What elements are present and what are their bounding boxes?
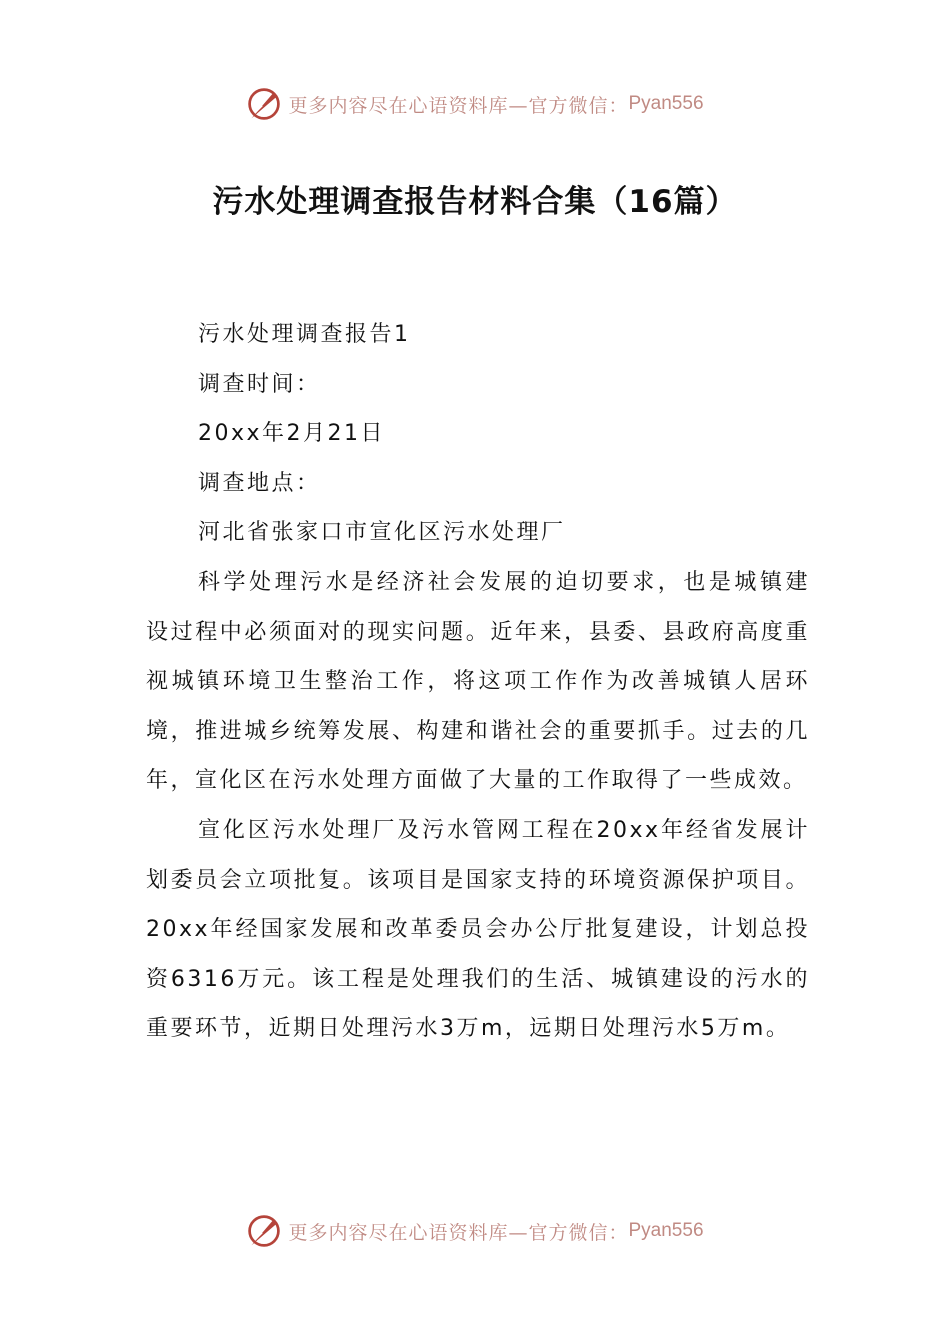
header-watermark [0, 86, 950, 122]
paragraph: 调查时间： [198, 371, 321, 397]
watermark-text: 更多内容尽在心语资料库—官方微信： [288, 94, 629, 117]
paragraph: 调查地点： [198, 470, 321, 496]
paragraph: 科学处理污水是经济社会发展的迫切要求，也是城镇建设过程中必须面对的现实问题。近年来，县委、县政府高度重视城镇环境卫生整治工作，将这项工作作为改善城镇人居环境，推进城乡统筹发展、构建和谐社会的重要抓手。过去的几年，宣化区在污水处理方面做了大量的工作取得了一些成效。 [146, 569, 810, 794]
document-title: 污水处理调查报告材料合集（16篇） [212, 184, 738, 220]
watermark-text: 更多内容尽在心语资料库—官方微信： [288, 1221, 629, 1244]
paragraph: 河北省张家口市宣化区污水处理厂 [198, 520, 566, 546]
paragraph: 20xx年2月21日 [198, 421, 386, 447]
paragraph: 宣化区污水处理厂及污水管网工程在20xx年经省发展计划委员会立项批复。该项目是国家支持的环境资源保护项目。20xx年经国家发展和改革委员会办公厅批复建设，计划总投资6316万元。该工程是处理我们的生活、城镇建设的污水的重要环节，近期日处理污水3万m，远期日处理污水5万m。 [146, 817, 810, 1042]
watermark-wechat-id: Pyan556 [628, 1220, 704, 1241]
quill-logo-icon [246, 86, 282, 122]
document-body [146, 310, 810, 1054]
footer-watermark [0, 1213, 950, 1249]
paragraph: 污水处理调查报告1 [198, 322, 411, 347]
watermark-wechat-id: Pyan556 [628, 93, 704, 114]
quill-logo-icon [246, 1213, 282, 1249]
